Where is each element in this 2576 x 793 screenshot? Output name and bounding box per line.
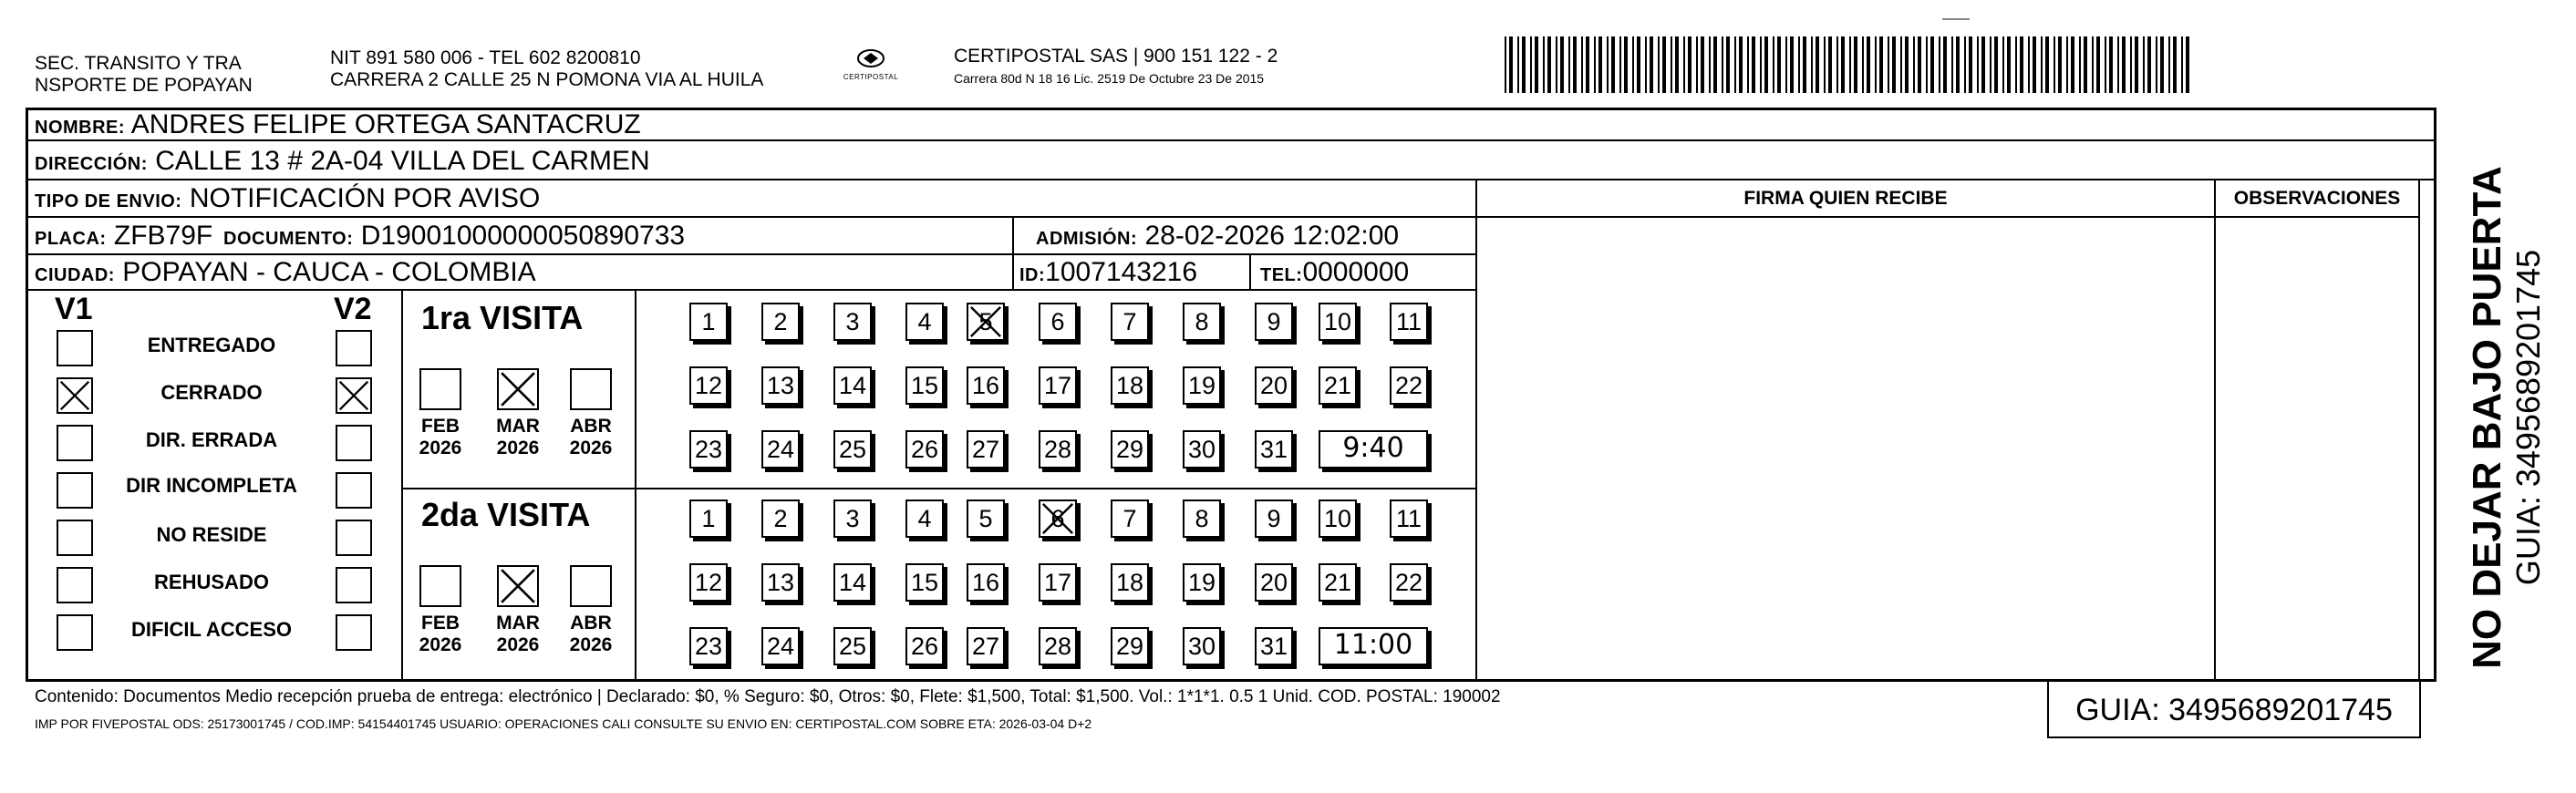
day-box[interactable]: 26 — [905, 627, 944, 665]
day-box[interactable]: 23 — [689, 430, 728, 469]
day-box[interactable]: 6 — [1039, 499, 1077, 538]
day-box[interactable]: 22 — [1390, 366, 1428, 405]
day-box[interactable]: 17 — [1039, 366, 1077, 405]
day-box[interactable]: 30 — [1183, 430, 1221, 469]
day-box[interactable]: 30 — [1183, 627, 1221, 665]
tel-row — [1260, 257, 1409, 291]
direccion-row — [35, 146, 650, 180]
status-option-label: REHUSADO — [154, 571, 269, 593]
status-option-label: DIR INCOMPLETA — [126, 474, 297, 497]
day-box[interactable]: 1 — [689, 499, 728, 538]
day-box[interactable]: 18 — [1111, 563, 1149, 602]
day-box[interactable]: 2 — [761, 499, 800, 538]
day-box[interactable]: 11 — [1390, 499, 1428, 538]
documento-row — [223, 221, 685, 254]
ciudad-row — [35, 257, 536, 291]
status-option-label: ENTREGADO — [147, 334, 276, 356]
day-box[interactable]: 14 — [833, 366, 872, 405]
day-box[interactable]: 1 — [689, 303, 728, 341]
admision-label: ADMISIÓN: — [1036, 229, 1138, 249]
status-option-label: DIR. ERRADA — [145, 428, 278, 451]
day-box[interactable]: 31 — [1255, 430, 1293, 469]
day-box[interactable]: 8 — [1183, 499, 1221, 538]
sender-line-1: SEC. TRANSITO Y TRA — [35, 53, 242, 74]
day-box[interactable]: 22 — [1390, 563, 1428, 602]
placa-row — [35, 221, 212, 254]
v1-label: V1 — [55, 292, 93, 326]
tipo-value: NOTIFICACIÓN POR AVISO — [189, 183, 541, 213]
id-row — [1019, 257, 1197, 291]
day-box[interactable]: 15 — [905, 563, 944, 602]
divider — [401, 488, 1477, 489]
v2-label: V2 — [334, 292, 372, 326]
tipo-row — [35, 183, 540, 217]
divider — [2418, 179, 2420, 682]
status-option-label: CERRADO — [160, 381, 263, 404]
observaciones-area[interactable] — [2216, 218, 2416, 678]
footer-guia: GUIA: 3495689201745 — [2075, 693, 2393, 727]
month-checkbox[interactable] — [419, 368, 461, 410]
day-box[interactable]: 9 — [1255, 499, 1293, 538]
ciudad-value: POPAYAN - CAUCA - COLOMBIA — [122, 257, 536, 287]
day-box[interactable]: 7 — [1111, 499, 1149, 538]
month-checkbox[interactable] — [497, 565, 539, 607]
status-option-label: DIFICIL ACCESO — [130, 618, 292, 641]
time-value: 9:40 — [1342, 432, 1404, 464]
firma-signature-area[interactable] — [1477, 218, 2212, 678]
month-label: ABR 2026 — [569, 613, 613, 655]
status-option-label: NO RESIDE — [156, 523, 267, 546]
divider — [1012, 216, 1014, 291]
time-value: 11:00 — [1333, 629, 1413, 661]
admision-value: 28-02-2026 12:02:00 — [1144, 221, 1400, 251]
day-box[interactable]: 7 — [1111, 303, 1149, 341]
day-box[interactable]: 14 — [833, 563, 872, 602]
company-line: CERTIPOSTAL SAS | 900 151 122 - 2 — [954, 46, 1278, 67]
documento-label: DOCUMENTO: — [223, 229, 354, 249]
day-box[interactable]: 20 — [1255, 563, 1293, 602]
day-box[interactable]: 9 — [1255, 303, 1293, 341]
observaciones-label: OBSERVACIONES — [2233, 188, 2401, 209]
placa-value: ZFB79F — [113, 221, 213, 251]
day-box[interactable]: 5 — [967, 303, 1005, 341]
day-box[interactable]: 16 — [967, 366, 1005, 405]
day-box[interactable]: 12 — [689, 563, 728, 602]
day-box[interactable]: 15 — [905, 366, 944, 405]
divider — [1249, 253, 1251, 291]
day-box[interactable]: 4 — [905, 499, 944, 538]
day-box[interactable]: 25 — [833, 430, 872, 469]
day-box[interactable]: 27 — [967, 627, 1005, 665]
placa-label: PLACA: — [35, 229, 107, 249]
day-box[interactable]: 21 — [1319, 366, 1357, 405]
tel-value: 0000000 — [1302, 257, 1410, 287]
day-box[interactable]: 3 — [833, 303, 872, 341]
day-box[interactable]: 29 — [1111, 627, 1149, 665]
day-box[interactable]: 8 — [1183, 303, 1221, 341]
day-box[interactable]: 28 — [1039, 627, 1077, 665]
company-block — [954, 46, 1278, 89]
nombre-label: NOMBRE: — [35, 118, 126, 138]
day-box[interactable]: 23 — [689, 627, 728, 665]
visit-title: 1ra VISITA — [421, 299, 584, 336]
month-checkbox[interactable] — [497, 368, 539, 410]
sender-line-2: NSPORTE DE POPAYAN — [35, 75, 253, 96]
firma-label: FIRMA QUIEN RECIBE — [1743, 188, 1948, 209]
side-main-text: NO DEJAR BAJO PUERTA — [2465, 166, 2509, 669]
month-label: MAR 2026 — [496, 613, 540, 655]
certipostal-logo-icon — [843, 44, 898, 91]
license-line: Carrera 80d N 18 16 Lic. 2519 De Octubre 23 De 2015 — [954, 71, 1265, 86]
ciudad-label: CIUDAD: — [35, 265, 115, 285]
day-box[interactable]: 20 — [1255, 366, 1293, 405]
divider — [26, 680, 2436, 682]
day-box[interactable]: 10 — [1319, 303, 1357, 341]
tel-label: TEL: — [1260, 265, 1303, 285]
day-box[interactable]: 21 — [1319, 563, 1357, 602]
day-box[interactable]: 19 — [1183, 366, 1221, 405]
month-label: MAR 2026 — [496, 416, 540, 458]
day-box[interactable]: 5 — [967, 499, 1005, 538]
day-box[interactable]: 24 — [761, 430, 800, 469]
month-label: ABR 2026 — [569, 416, 613, 458]
day-box[interactable]: 4 — [905, 303, 944, 341]
day-box[interactable]: 6 — [1039, 303, 1077, 341]
month-checkbox[interactable] — [570, 565, 612, 607]
id-label: ID: — [1019, 265, 1046, 285]
day-box[interactable]: 26 — [905, 430, 944, 469]
day-box[interactable]: 17 — [1039, 563, 1077, 602]
day-box[interactable]: 29 — [1111, 430, 1149, 469]
sender-block — [35, 53, 253, 97]
scan-mark — [1942, 18, 1970, 20]
footer-content-line: Contenido: Documentos Medio recepción prueba de entrega: electrónico | Declarado: $0, % Seguro: $0, Otros: $0, Flete: $1,500, Total: $1,500. Vol.: 1*1*1. 0.5 1 Unid. COD. POSTAL: 190002 — [35, 687, 1501, 706]
day-box[interactable]: 18 — [1111, 366, 1149, 405]
day-box[interactable]: 31 — [1255, 627, 1293, 665]
nit-block — [330, 47, 763, 91]
day-box[interactable]: 13 — [761, 563, 800, 602]
tipo-label: TIPO DE ENVIO: — [35, 191, 182, 211]
day-box[interactable]: 19 — [1183, 563, 1221, 602]
divider — [401, 289, 403, 681]
documento-value: D19001000000050890733 — [360, 221, 686, 251]
day-box[interactable]: 28 — [1039, 430, 1077, 469]
day-box[interactable]: 16 — [967, 563, 1005, 602]
barcode — [1505, 36, 2198, 93]
day-box[interactable]: 2 — [761, 303, 800, 341]
day-box[interactable]: 27 — [967, 430, 1005, 469]
day-box[interactable]: 25 — [833, 627, 872, 665]
day-box[interactable]: 13 — [761, 366, 800, 405]
direccion-value: CALLE 13 # 2A-04 VILLA DEL CARMEN — [155, 146, 650, 176]
divider — [635, 289, 636, 681]
admision-row — [1036, 221, 1399, 254]
day-box[interactable]: 10 — [1319, 499, 1357, 538]
id-value: 1007143216 — [1045, 257, 1198, 287]
month-checkbox[interactable] — [419, 565, 461, 607]
day-box[interactable]: 3 — [833, 499, 872, 538]
logo-text: CERTIPOSTAL — [843, 73, 899, 81]
nombre-value: ANDRES FELIPE ORTEGA SANTACRUZ — [130, 109, 641, 139]
nombre-row — [35, 109, 641, 143]
day-box[interactable]: 11 — [1390, 303, 1428, 341]
divider — [2047, 736, 2421, 738]
month-checkbox[interactable] — [570, 368, 612, 410]
address-line: CARRERA 2 CALLE 25 N POMONA VIA AL HUILA — [330, 69, 764, 90]
day-box[interactable]: 24 — [761, 627, 800, 665]
direccion-label: DIRECCIÓN: — [35, 154, 148, 174]
footer-imp-line: IMP POR FIVEPOSTAL ODS: 25173001745 / COD.IMP: 54154401745 USUARIO: OPERACIONES CALI CONSULTE SU ENVIO EN: CERTIPOSTAL.COM SOBRE ETA: 2026-03-04 D+2 — [35, 716, 1092, 731]
nit-line: NIT 891 580 006 - TEL 602 8200810 — [330, 47, 641, 68]
side-guia-text: GUIA: 3495689201745 — [2509, 249, 2547, 586]
month-label: FEB 2026 — [419, 613, 462, 655]
day-box[interactable]: 12 — [689, 366, 728, 405]
month-label: FEB 2026 — [419, 416, 462, 458]
visit-title: 2da VISITA — [421, 496, 591, 533]
